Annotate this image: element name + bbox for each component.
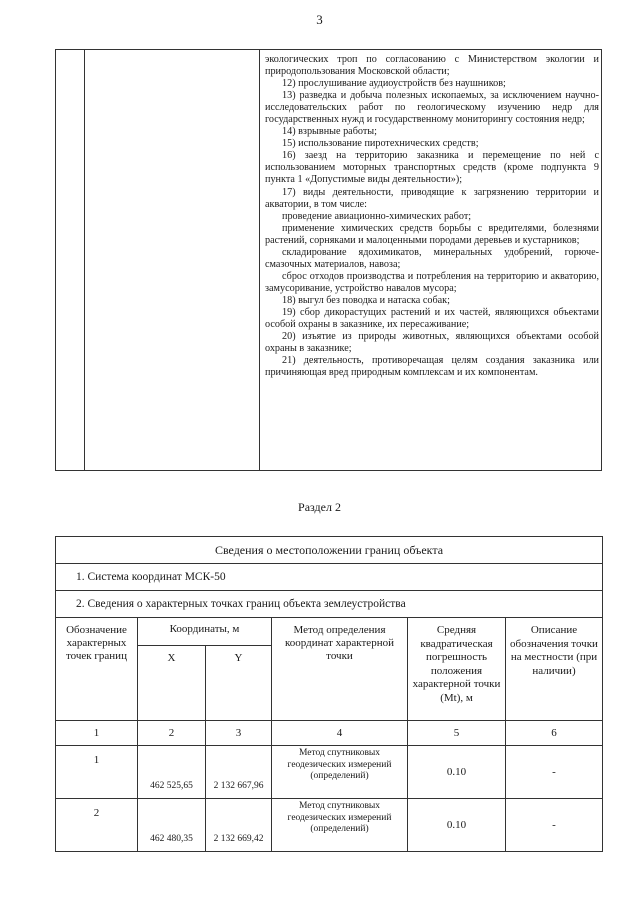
point-id: 1 [56,746,138,799]
table-title: Сведения о местоположении границ объекта [56,537,603,564]
header-y: Y [206,646,272,721]
coord-x: 462 480,35 [138,799,206,852]
restriction-item: 18) выгул без поводка и натаска собак; [282,294,450,306]
restriction-item: 13) разведка и добыча полезных ископаемых, за исключением научно-исследовательских работ по геологическому изучению недр для государственных нужд и государственному мониторингу состояния недр; [265,90,599,126]
restriction-item: 17) виды деятельности, приводящие к загрязнению территории и акватории, в том числе: [265,186,599,210]
restriction-item: 20) изъятие из природы животных, являющихся объектами особой охраны в заказнике; [265,331,599,355]
col-number: 1 [56,721,138,746]
restriction-item: складирование ядохимикатов, минеральных удобрений, горюче-смазочных материалов, навоза; [265,246,599,270]
header-x: X [138,646,206,721]
coordinate-system: 1. Система координат МСК-50 [56,564,603,591]
restriction-item: экологических троп по согласованию с Министерством экологии и природопользования Московской области; [265,54,599,78]
restrictions-table [55,49,602,471]
point-id: 2 [56,799,138,852]
restriction-item: применение химических средств борьбы с вредителями, болезнями растений, сорняками и малоценными породами деревьев и кустарников; [265,222,599,246]
restriction-item: сброс отходов производства и потребления на территорию и акваторию, замусоривание, устройство навалов мусора; [265,270,599,294]
error-value: 0.10 [408,746,506,799]
column-divider [259,50,260,470]
table-row [56,799,603,852]
restriction-item: 14) взрывные работы; [282,126,377,138]
restrictions-text [265,54,599,379]
page-number: 3 [316,12,323,27]
col-number: 4 [272,721,408,746]
description-cell: - [506,746,603,799]
coord-y: 2 132 667,96 [206,746,272,799]
restriction-item: 12) прослушивание аудиоустройств без наушников; [282,78,506,90]
boundary-table [55,536,603,852]
points-caption: 2. Сведения о характерных точках границ объекта землеустройства [56,591,603,618]
method-cell: Метод спутниковых геодезических измерений (определений) [272,799,408,852]
col-number: 6 [506,721,603,746]
coord-x: 462 525,65 [138,746,206,799]
column-divider [84,50,85,470]
method-cell: Метод спутниковых геодезических измерений (определений) [272,746,408,799]
header-description: Описание обозначения точки на местности (при наличии) [506,618,603,721]
table-row [56,746,603,799]
col-number: 3 [206,721,272,746]
restriction-item: 15) использование пиротехнических средств; [282,138,479,150]
section-title: Раздел 2 [298,500,341,514]
restriction-item: 21) деятельность, противоречащая целям создания заказника или причиняющая вред природным комплексам и их компонентам. [265,355,599,379]
coord-y: 2 132 669,42 [206,799,272,852]
header-error: Средняя квадратическая погрешность положения характерной точки (Mt), м [408,618,506,721]
restriction-item: 19) сбор дикорастущих растений и их частей, являющихся объектами особой охраны в заказнике, их пересаживание; [265,306,599,331]
restriction-item: 16) заезд на территорию заказника и перемещение по ней с использованием моторных транспортных средств (кроме подпункта 9 пункта 1 «Допустимые виды деятельности»); [265,150,599,186]
header-point-designation: Обозначение характерных точек границ [56,618,138,721]
description-cell: - [506,799,603,852]
col-number: 5 [408,721,506,746]
header-coordinates: Координаты, м [138,618,272,646]
header-method: Метод определения координат характерной точки [272,618,408,721]
col-number: 2 [138,721,206,746]
restriction-item: проведение авиационно-химических работ; [282,210,472,222]
error-value: 0.10 [408,799,506,852]
